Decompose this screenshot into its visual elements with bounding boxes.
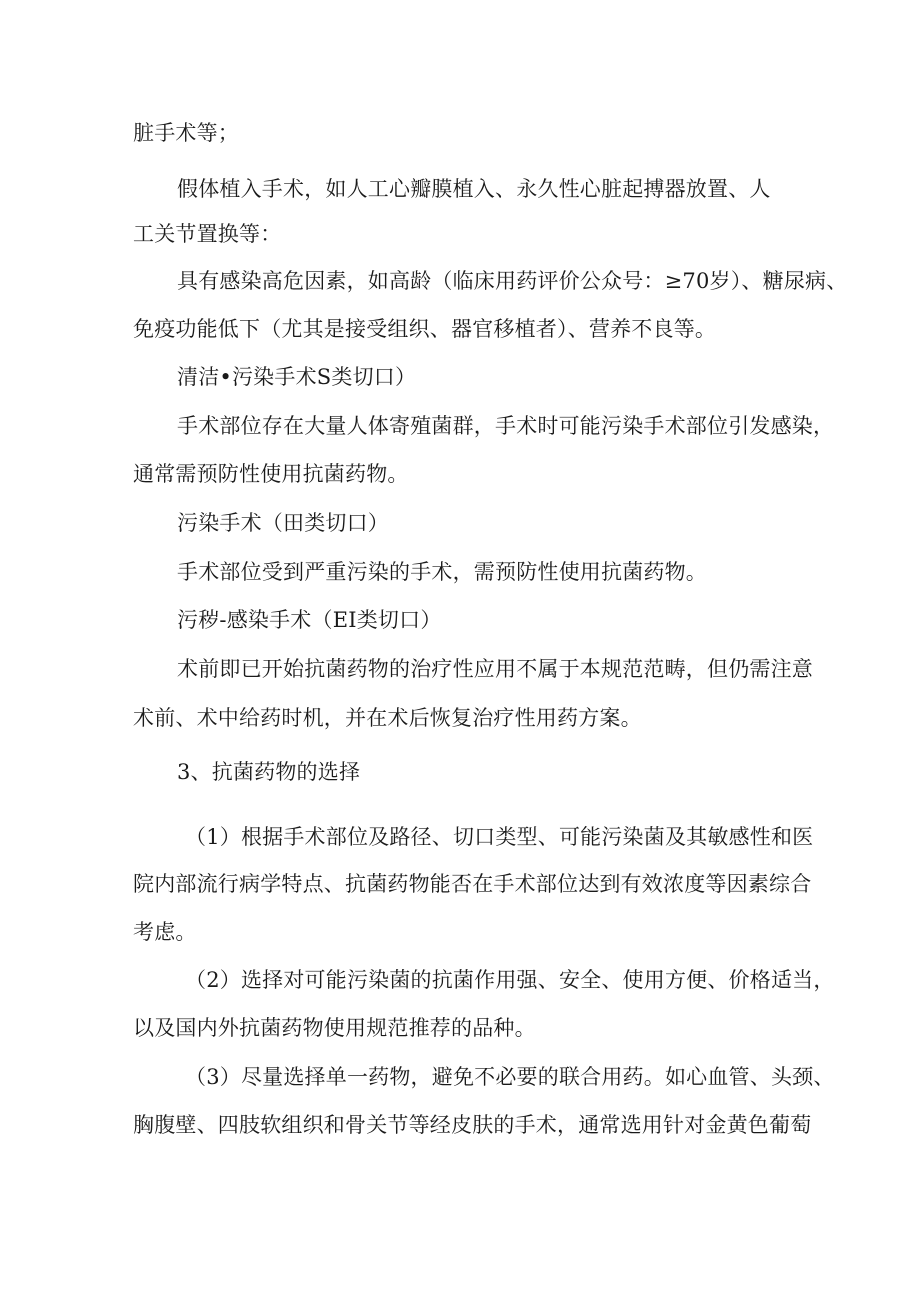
text-line-16: 院内部流行病学特点、抗菌药物能否在手术部位达到有效浓度等因素综合 [133, 872, 812, 896]
text-line-17: 考虑。 [133, 920, 197, 944]
text-line-13: 术前、术中给药时机，并在术后恢复治疗性用药方案。 [133, 706, 642, 730]
text-line-20: （3）尽量选择单一药物，避免不必要的联合用药。如心血管、头颈、 [185, 1065, 835, 1089]
text-line-7: 手术部位存在大量人体寄殖菌群，手术时可能污染手术部位引发感染， [177, 414, 835, 438]
text-line-2: 假体植入手术，如人工心瓣膜植入、永久性心脏起搏器放置、人 [177, 177, 771, 201]
text-line-4: 具有感染高危因素，如高龄（临床用药评价公众号：≥70岁）、糖尿病、 [177, 269, 848, 293]
text-line-10: 手术部位受到严重污染的手术，需预防性使用抗菌药物。 [177, 560, 707, 584]
text-line-18: （2）选择对可能污染菌的抗菌作用强、安全、使用方便、价格适当， [185, 968, 835, 992]
text-line-11: 污秽-感染手术（EI类切口） [177, 608, 442, 632]
text-line-9: 污染手术（田类切口） [177, 511, 389, 535]
text-line-21: 胸腹壁、四肢软组织和骨关节等经皮肤的手术，通常选用针对金黄色葡萄 [133, 1113, 812, 1137]
text-line-5: 免疫功能低下（尤其是接受组织、器官移植者）、营养不良等。 [133, 317, 717, 341]
text-line-1: 脏手术等； [133, 121, 239, 145]
text-line-19: 以及国内外抗菌药物使用规范推荐的品种。 [133, 1016, 536, 1040]
text-line-12: 术前即已开始抗菌药物的治疗性应用不属于本规范范畴，但仍需注意 [177, 657, 813, 681]
text-line-6: 清洁•污染手术S类切口） [177, 365, 417, 389]
section-heading: 3、抗菌药物的选择 [177, 760, 361, 784]
text-line-3: 工关节置换等： [133, 222, 282, 246]
text-line-15: （1）根据手术部位及路径、切口类型、可能污染菌及其敏感性和医 [185, 825, 814, 849]
text-line-8: 通常需预防性使用抗菌药物。 [133, 462, 409, 486]
